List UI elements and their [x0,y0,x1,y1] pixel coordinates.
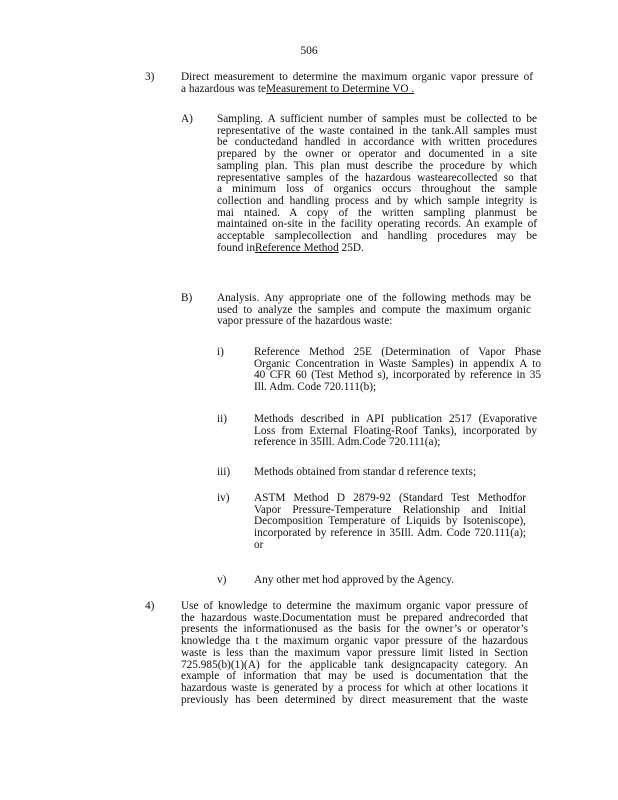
text-line: example of information that may be used is documentation that the [181,670,528,683]
text-line: hazardous waste is generated by a process for which at other locations it [181,681,528,694]
item-3b-label: B) [181,292,193,304]
text-fragment: 25D. [338,241,364,254]
item-3a-label: A) [181,113,193,125]
text-line: the hazardous waste.Documentation must be prepared andrecorded that [181,611,528,624]
item-3b-iii-label: iii) [217,466,231,478]
text-line: incorporated by reference in 35Ill. Adm. Code 720.111(a); [254,527,526,540]
text-line: Any other met hod approved by the Agency. [254,574,455,586]
text-line: be conductedand handled in accordance with written procedures [217,136,537,149]
text-line: maintained on-site in the facility operating records. An example of [217,218,537,231]
text-line: Analysis. Any appropriate one of the following methods may be [217,292,531,304]
text-line: prepared by the owner or operator and documented in a site [217,148,537,161]
text-line: representative of the waste contained in the tank.All samples must [217,124,537,137]
item-4-label: 4) [145,600,155,612]
text-line: Loss from External Floating-Roof Tanks), incorporated by [254,424,537,437]
reference-link: Reference Method [254,241,339,254]
text-line: Methods described in API publication 2517 (Evaporative [254,413,537,425]
text-line: mai ntained. A copy of the written sampling planmust be [217,206,537,219]
text-line: or [254,538,264,551]
page-number: 506 [300,45,318,57]
text-line: presents the informationused as the basis for the owner’s or operator’s [181,623,528,636]
text-line: vapor pressure of the hazardous waste: [217,315,393,328]
text-line: 40 CFR 60 (Test Method s), incorporated by reference in 35 [254,369,541,382]
item-3b-ii-label: ii) [217,413,228,425]
item-3b-i-text [254,347,541,394]
item-3b-iv-text [254,493,526,552]
text-line [217,243,537,255]
text-line: Vapor Pressure-Temperature Relationship and Initial [254,503,526,516]
text-line: Organic Concentration in Waste Samples) in appendix A to [254,357,541,370]
text-line [181,84,533,96]
item-3b-v-label: v) [217,574,227,586]
text-line: collection and handling process and by which sample integrity is [217,194,537,207]
text-line: Reference Method 25E (Determination of Vapor Phase [254,346,541,358]
text-line: Direct measurement to determine the maximum organic vapor pressure of [181,71,533,83]
text-line: waste is less than the maximum vapor pressure limit listed in Section [181,646,528,659]
item-3b-i-label: i) [217,346,224,358]
text-line: a minimum loss of organics occurs throughout the sample [217,183,537,196]
text-line: knowledge tha t the maximum organic vapor pressure of the hazardous [181,635,528,648]
text-line: ASTM Method D 2879-92 (Standard Test Methodfor [254,492,526,504]
item-3b-iii-text [254,467,537,479]
item-4-text [181,601,528,706]
text-line: Decomposition Temperature of Liquids by Isoteniscope), [254,515,526,528]
item-3b-v-text [254,575,537,587]
text-line: acceptable samplecollection and handling procedures may be [217,230,537,243]
text-line: used to analyze the samples and compute the maximum organic [217,303,531,316]
item-3-text [181,72,533,95]
text-line: representative samples of the hazardous wastearecollected so that [217,171,537,184]
text-line: Ill. Adm. Code 720.111(b); [254,381,377,394]
text-line: 725.985(b)(1)(A) for the applicable tank designcapacity category. An [181,658,528,671]
text-line: Use of knowledge to determine the maximum organic vapor pressure of [181,600,528,612]
item-3b-ii-text [254,414,537,449]
text-line: reference in 35Ill. Adm.Code 720.111(a); [254,436,441,449]
item-3-label: 3) [145,71,155,83]
text-line: sampling plan. This plan must describe the procedure by which [217,159,537,172]
text-fragment: a hazardous was te [181,82,267,95]
item-3b-text [217,293,531,328]
underlined-heading: Measurement to Determine VO . [266,82,415,95]
text-line: Methods obtained from standar d reference texts; [254,466,477,478]
text-line: previously has been determined by direct measurement that the waste [181,693,528,706]
item-3a-text [217,114,537,254]
text-line: Sampling. A sufficient number of samples must be collected to be [217,113,537,125]
text-fragment: found in [217,241,255,254]
item-3b-iv-label: iv) [217,492,230,504]
